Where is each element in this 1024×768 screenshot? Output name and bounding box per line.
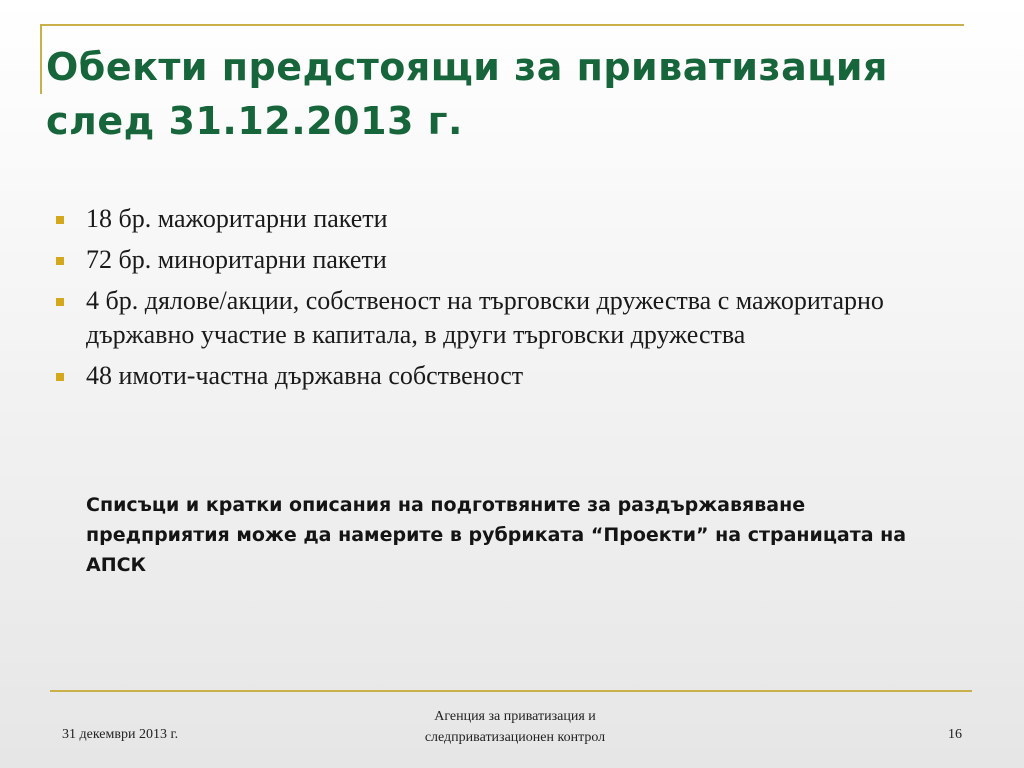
bullet-item-text: 72 бр. миноритарни пакети — [86, 245, 387, 274]
bullet-item-shares — [56, 284, 956, 352]
slide-title-line-2: след 31.12.2013 г. — [46, 99, 463, 143]
bullet-item-minority-packages — [56, 243, 956, 277]
bullet-item-properties — [56, 359, 956, 393]
title-frame-left-rule — [40, 24, 42, 94]
slide-title — [46, 40, 986, 148]
square-bullet-icon — [56, 373, 64, 381]
bullet-item-text: 18 бр. мажоритарни пакети — [86, 204, 388, 233]
projects-note: Списъци и кратки описания на подготвяните за раздържавяване предприятия може да намерите в рубриката “Проекти” на страницата на АПСК — [86, 494, 907, 576]
square-bullet-icon — [56, 216, 64, 224]
footer-organization-line-2: следприватизационен контрол — [424, 730, 606, 745]
bullet-item-text: 4 бр. дялове/акции, собственост на търговски дружества с мажоритарно държавно участие в капитала, в други търговски дружества — [86, 286, 884, 349]
footer-date: 31 декември 2013 г. — [62, 727, 179, 742]
bullet-item-majority-packages — [56, 202, 956, 236]
bullet-item-text: 48 имоти-частна държавна собственост — [86, 361, 524, 390]
square-bullet-icon — [56, 257, 64, 265]
title-frame-top-rule — [40, 24, 964, 26]
footer-organization — [380, 706, 650, 748]
footer-rule — [50, 690, 972, 692]
bullet-list — [56, 202, 956, 400]
square-bullet-icon — [56, 298, 64, 306]
page-number: 16 — [948, 727, 962, 742]
footer-organization-line-1: Агенция за приватизация и — [434, 709, 596, 724]
slide-title-line-1: Обекти предстоящи за приватизация — [46, 45, 888, 89]
